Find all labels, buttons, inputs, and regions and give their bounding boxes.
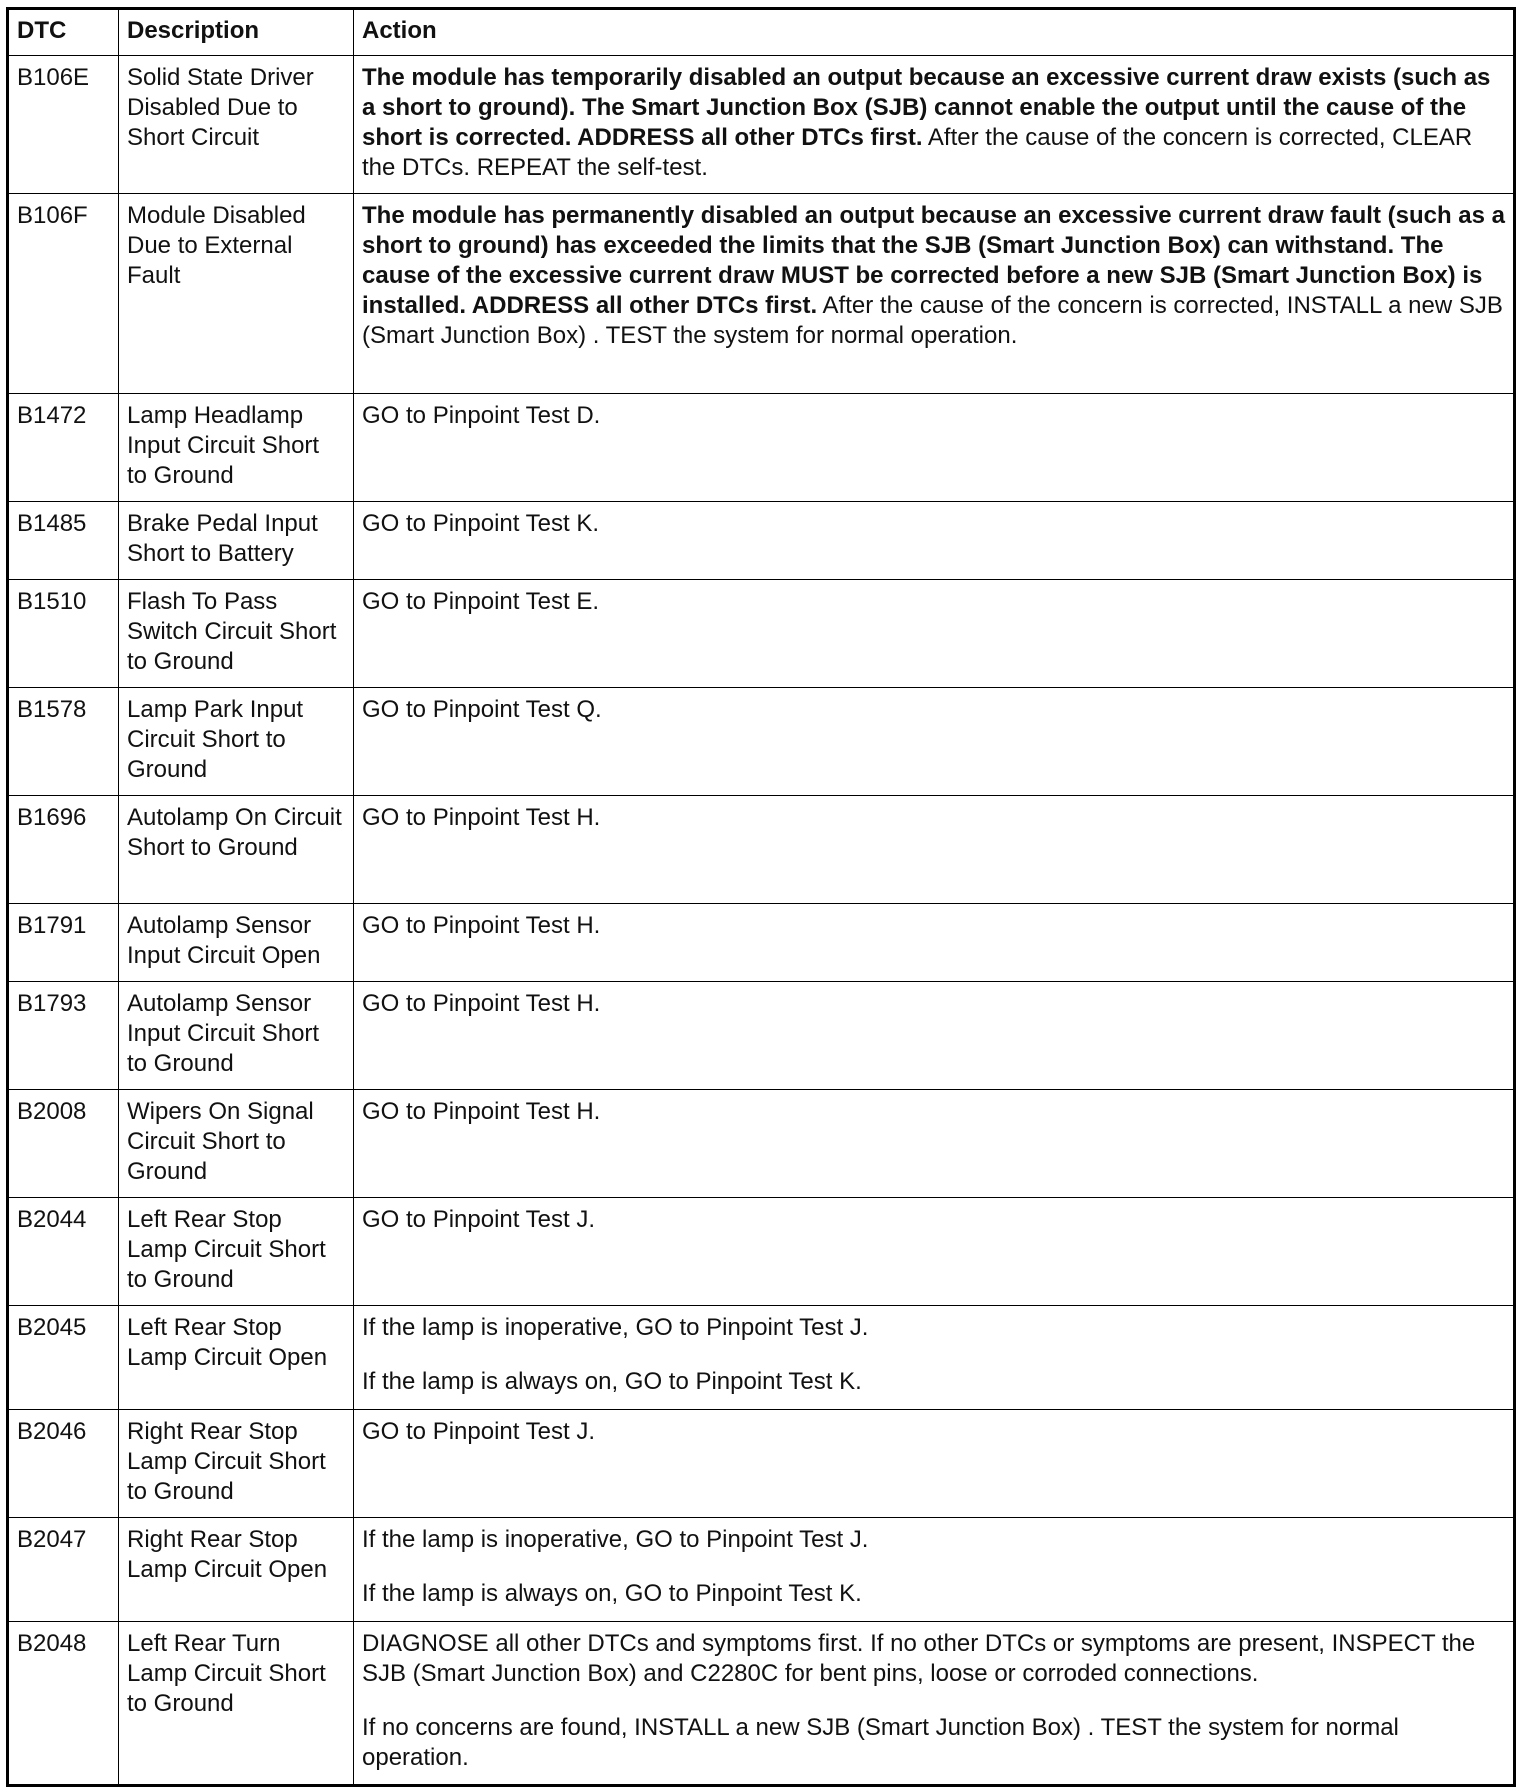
table-row (8, 394, 1515, 502)
action-text-2: If no concerns are found, INSTALL a new SJB (Smart Junction Box) . TEST the system for normal operation. (362, 1714, 1399, 1771)
action-text: If the lamp is inoperative, GO to Pinpoint Test J. (362, 1314, 869, 1341)
dtc-action (354, 1198, 1515, 1306)
dtc-description: Left Rear Stop Lamp Circuit Open (119, 1306, 354, 1410)
dtc-code: B1485 (8, 502, 119, 580)
table-row (8, 1518, 1515, 1622)
dtc-action (354, 580, 1515, 688)
action-text-2: If the lamp is always on, GO to Pinpoint Test K. (362, 1580, 862, 1607)
table-row (8, 1198, 1515, 1306)
table-row (8, 502, 1515, 580)
table-row (8, 56, 1515, 194)
action-text: After the cause of the concern is corrected, CLEAR the DTCs. REPEAT the self-test. (362, 124, 1473, 181)
action-text: GO to Pinpoint Test H. (362, 804, 601, 831)
table-row (8, 194, 1515, 394)
action-text: GO to Pinpoint Test H. (362, 1098, 601, 1125)
table-row (8, 1622, 1515, 1786)
action-emphasis: The module has temporarily disabled an output because an excessive current draw exists (such as a short to ground). The Smart Junction Box (SJB) cannot enable the output until the cause of the short is corrected. ADDRESS all other DTCs first. (362, 64, 1491, 151)
action-emphasis: The module has permanently disabled an output because an excessive current draw fault (such as a short to ground) has exceeded the limits that the SJB (Smart Junction Box) can withstand. The cause of the excessive current draw MUST be corrected before a new SJB (Smart Junction Box) is installed. ADDRESS all other DTCs first. (362, 202, 1506, 319)
dtc-code: B1472 (8, 394, 119, 502)
action-text: GO to Pinpoint Test H. (362, 990, 601, 1017)
dtc-code: B1578 (8, 688, 119, 796)
dtc-action (354, 904, 1515, 982)
dtc-action (354, 1306, 1515, 1410)
dtc-description: Left Rear Stop Lamp Circuit Short to Ground (119, 1198, 354, 1306)
dtc-code: B2045 (8, 1306, 119, 1410)
dtc-action (354, 1090, 1515, 1198)
table-row (8, 1306, 1515, 1410)
dtc-description: Autolamp On Circuit Short to Ground (119, 796, 354, 904)
header-dtc: DTC (8, 9, 119, 56)
header-action: Action (354, 9, 1515, 56)
dtc-code: B2047 (8, 1518, 119, 1622)
dtc-code: B106E (8, 56, 119, 194)
table-row (8, 904, 1515, 982)
dtc-action (354, 502, 1515, 580)
table-row (8, 688, 1515, 796)
dtc-description: Left Rear Turn Lamp Circuit Short to Ground (119, 1622, 354, 1786)
dtc-action (354, 1410, 1515, 1518)
table-row (8, 580, 1515, 688)
dtc-description: Solid State Driver Disabled Due to Short Circuit (119, 56, 354, 194)
action-text: After the cause of the concern is corrected, INSTALL a new SJB (Smart Junction Box) . TEST the system for normal operation. (362, 292, 1503, 349)
dtc-description: Autolamp Sensor Input Circuit Open (119, 904, 354, 982)
table-row (8, 982, 1515, 1090)
table-row (8, 1410, 1515, 1518)
action-text: GO to Pinpoint Test J. (362, 1418, 596, 1445)
dtc-code: B1696 (8, 796, 119, 904)
dtc-description: Lamp Park Input Circuit Short to Ground (119, 688, 354, 796)
dtc-description: Wipers On Signal Circuit Short to Ground (119, 1090, 354, 1198)
dtc-action (354, 56, 1515, 194)
dtc-description: Flash To Pass Switch Circuit Short to Ground (119, 580, 354, 688)
dtc-action (354, 688, 1515, 796)
dtc-description: Lamp Headlamp Input Circuit Short to Ground (119, 394, 354, 502)
table-row (8, 796, 1515, 904)
action-text: GO to Pinpoint Test E. (362, 588, 600, 615)
dtc-action (354, 1622, 1515, 1786)
dtc-action (354, 394, 1515, 502)
dtc-description: Module Disabled Due to External Fault (119, 194, 354, 394)
action-text: GO to Pinpoint Test J. (362, 1206, 596, 1233)
table-header-row (8, 9, 1515, 56)
dtc-code: B1510 (8, 580, 119, 688)
dtc-code: B1793 (8, 982, 119, 1090)
dtc-action (354, 796, 1515, 904)
header-description: Description (119, 9, 354, 56)
dtc-table (6, 7, 1516, 1787)
dtc-action (354, 194, 1515, 394)
action-text: GO to Pinpoint Test H. (362, 912, 601, 939)
dtc-description: Brake Pedal Input Short to Battery (119, 502, 354, 580)
action-text: GO to Pinpoint Test Q. (362, 696, 602, 723)
dtc-code: B106F (8, 194, 119, 394)
action-text-2: If the lamp is always on, GO to Pinpoint Test K. (362, 1368, 862, 1395)
dtc-code: B2008 (8, 1090, 119, 1198)
action-text: GO to Pinpoint Test K. (362, 510, 600, 537)
dtc-code: B1791 (8, 904, 119, 982)
dtc-action (354, 1518, 1515, 1622)
dtc-description: Autolamp Sensor Input Circuit Short to Ground (119, 982, 354, 1090)
action-text: GO to Pinpoint Test D. (362, 402, 601, 429)
dtc-action (354, 982, 1515, 1090)
dtc-code: B2044 (8, 1198, 119, 1306)
action-text: DIAGNOSE all other DTCs and symptoms first. If no other DTCs or symptoms are present, INSPECT the SJB (Smart Junction Box) and C2280C for bent pins, loose or corroded connections. (362, 1630, 1476, 1687)
dtc-code: B2046 (8, 1410, 119, 1518)
table-row (8, 1090, 1515, 1198)
dtc-description: Right Rear Stop Lamp Circuit Open (119, 1518, 354, 1622)
action-text: If the lamp is inoperative, GO to Pinpoint Test J. (362, 1526, 869, 1553)
dtc-description: Right Rear Stop Lamp Circuit Short to Ground (119, 1410, 354, 1518)
dtc-code: B2048 (8, 1622, 119, 1786)
